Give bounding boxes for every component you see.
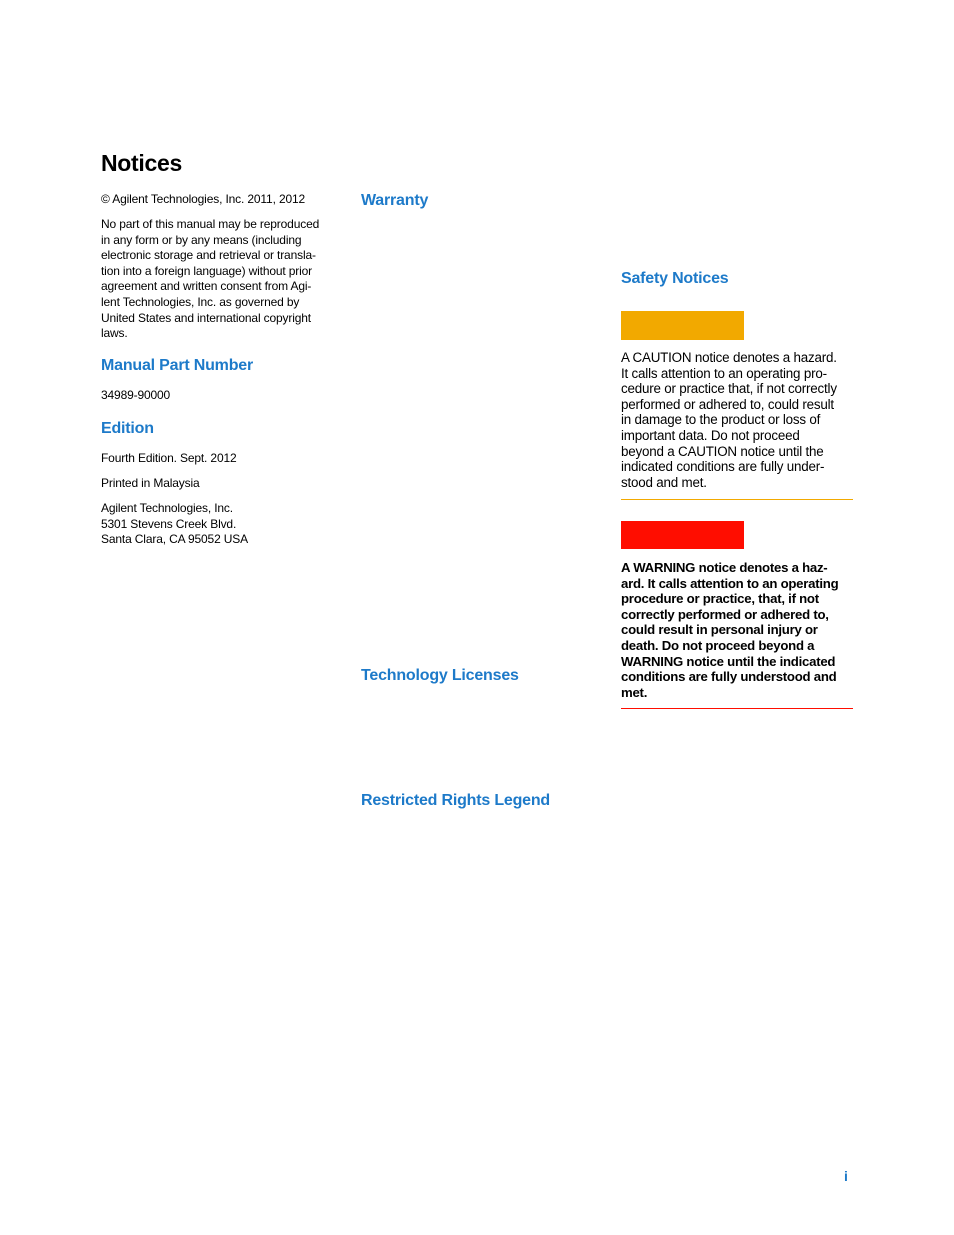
caution-line: in damage to the product or loss of bbox=[621, 412, 821, 428]
paragraph-line: United States and international copyright bbox=[101, 310, 311, 325]
caution-divider bbox=[621, 499, 853, 500]
warning-line: could result in personal injury or bbox=[621, 622, 818, 638]
caution-line: stood and met. bbox=[621, 474, 707, 490]
caution-notice-text bbox=[621, 350, 853, 490]
warning-line: death. Do not proceed beyond a bbox=[621, 637, 815, 653]
paragraph-line: electronic storage and retrieval or transla- bbox=[101, 248, 316, 263]
warning-line: procedure or practice, that, if not bbox=[621, 591, 819, 607]
paragraph-line: laws. bbox=[101, 326, 128, 341]
caution-line: important data. Do not proceed bbox=[621, 427, 800, 443]
edition-text: Fourth Edition. Sept. 2012 bbox=[101, 451, 237, 465]
safety-notices-heading: Safety Notices bbox=[621, 270, 729, 287]
address-line: Agilent Technologies, Inc. bbox=[101, 501, 233, 515]
warning-line: A WARNING notice denotes a haz- bbox=[621, 560, 828, 575]
warning-line: WARNING notice until the indicated bbox=[621, 653, 836, 669]
caution-banner bbox=[621, 311, 744, 340]
paragraph-line: in any form or by any means (including bbox=[101, 232, 302, 247]
warning-line: correctly performed or adhered to, bbox=[621, 606, 829, 622]
address-line: Santa Clara, CA 95052 USA bbox=[101, 532, 249, 547]
warning-notice-text bbox=[621, 560, 853, 700]
warning-banner bbox=[621, 521, 744, 549]
caution-line: A CAUTION notice denotes a hazard. bbox=[621, 350, 837, 365]
paragraph-line: lent Technologies, Inc. as governed by bbox=[101, 294, 300, 309]
technology-licenses-heading: Technology Licenses bbox=[361, 667, 519, 684]
paragraph-line: No part of this manual may be reproduced bbox=[101, 217, 320, 231]
restricted-rights-heading: Restricted Rights Legend bbox=[361, 792, 551, 809]
address-block bbox=[101, 501, 248, 548]
caution-line: indicated conditions are fully under- bbox=[621, 459, 825, 475]
warranty-heading: Warranty bbox=[361, 192, 429, 209]
warning-line: ard. It calls attention to an operating bbox=[621, 575, 839, 591]
printed-in-text: Printed in Malaysia bbox=[101, 476, 200, 490]
caution-line: cedure or practice that, if not correctly bbox=[621, 381, 837, 397]
edition-heading: Edition bbox=[101, 420, 154, 437]
paragraph-line: tion into a foreign language) without prior bbox=[101, 263, 313, 278]
warning-divider bbox=[621, 708, 853, 709]
copyright-notice: © Agilent Technologies, Inc. 2011, 2012 bbox=[101, 192, 306, 206]
manual-part-number-heading: Manual Part Number bbox=[101, 357, 253, 374]
address-line: 5301 Stevens Creek Blvd. bbox=[101, 516, 237, 531]
paragraph-line: agreement and written consent from Agi- bbox=[101, 279, 312, 294]
page-title: Notices bbox=[101, 150, 182, 176]
reproduction-paragraph bbox=[101, 217, 336, 342]
page-number: i bbox=[844, 1168, 848, 1184]
caution-line: performed or adhered to, could result bbox=[621, 396, 834, 412]
caution-line: It calls attention to an operating pro- bbox=[621, 365, 827, 381]
warning-line: conditions are fully understood and bbox=[621, 669, 837, 685]
caution-line: beyond a CAUTION notice until the bbox=[621, 443, 824, 459]
warning-line: met. bbox=[621, 684, 648, 700]
manual-part-number-value: 34989-90000 bbox=[101, 388, 171, 402]
